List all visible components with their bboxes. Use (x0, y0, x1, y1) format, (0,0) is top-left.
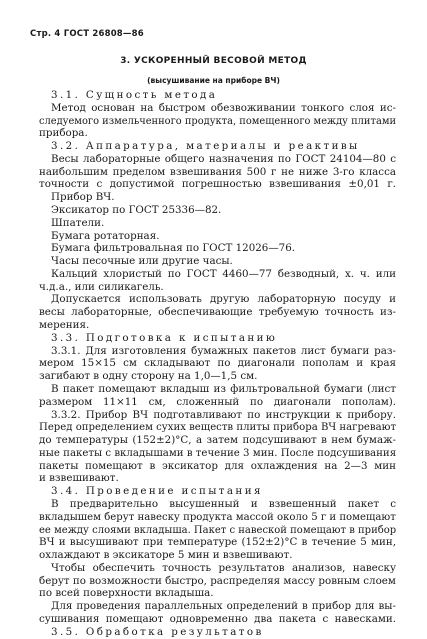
subsection-heading: 3.5. Обработка результатов (51, 625, 264, 638)
text-line: В пакет помещают вкладыш из фильтровальной бумаги (лист (51, 382, 396, 395)
text-line: 3.3.2. Прибор ВЧ подготавливают по инструкции к прибору. (51, 408, 397, 421)
text-line: Часы песочные или другие часы. (51, 255, 233, 268)
text-line: 3.3.1. Для изготовления бумажных пакетов лист бумаги раз- (51, 344, 397, 357)
text-line: Кальций хлористый по ГОСТ 4460—77 безводный, х. ч. или (51, 267, 397, 280)
text-line: наибольшим пределом взвешивания 500 г не ниже 3-го класса (39, 165, 396, 178)
text-line: Бумага ротаторная. (51, 229, 160, 242)
text-line: мерения. (39, 319, 90, 332)
text-line: Метод основан на быстром обезвоживании тонкого слоя ис- (51, 101, 396, 114)
text-line: охлаждают в эксикаторе 5 мин и взвешивают. (39, 549, 293, 562)
text-line: по всей поверхности вкладыша. (39, 587, 214, 600)
text-line: размером 11×11 см, сложенный по диагонали пополам). (39, 395, 397, 408)
text-line: следуемого измельченного продукта, помещенного между плитами (39, 114, 397, 127)
text-line: ч.д.а., или силикагель. (39, 280, 164, 293)
text-line: Прибор ВЧ. (51, 191, 115, 204)
text-line: Чтобы обеспечить точность результатов анализов, навеску (51, 561, 397, 574)
text-line: ее между слоями вкладыша. Пакет с навеской помещают в прибор (39, 523, 397, 536)
text-line: сушивания помещают одновременно два пакета с навесками. (39, 612, 396, 625)
text-line: Эксикатор по ГОСТ 25336—82. (51, 204, 222, 217)
text-line: прибора. (39, 127, 88, 140)
text-line: Весы лабораторные общего назначения по ГОСТ 24104—80 с (51, 152, 397, 165)
section-subtitle: (высушивание на приборе ВЧ) (147, 76, 280, 85)
subsection-heading: 3.2. Аппаратура, материалы и реактивы (51, 140, 360, 153)
text-line: загибают в одну сторону на 1,0—1,5 см. (39, 370, 258, 383)
text-line: Для проведения параллельных определений в прибор для вы- (51, 600, 396, 613)
subsection-heading: 3.4. Проведение испытания (51, 485, 263, 498)
page-header: Стр. 4 ГОСТ 26808—86 (30, 29, 144, 39)
text-line: пакеты помещают в эксикатор для охлаждения на 2—3 мин (39, 459, 397, 472)
text-line: до температуры (152±2)°С, а затем подсушивают в нем бумаж- (39, 434, 397, 447)
subsection-heading: 3.3. Подготовка к испытанию (51, 331, 278, 344)
text-line: Шпатели. (51, 216, 105, 229)
text-line: мером 15×15 см складывают по диагонали пополам и края (39, 357, 396, 370)
text-line: точности с допустимой погрешностью взвешивания ±0,01 г. (39, 178, 397, 191)
text-line: Перед определением сухих веществ плиты прибора ВЧ нагревают (39, 421, 397, 434)
text-line: весы лабораторные, обеспечивающие требуемую точность из- (39, 306, 396, 319)
text-line: ВЧ и высушивают при температуре (152±2)°С в течение 5 мин, (39, 536, 396, 549)
text-line: Бумага фильтровальная по ГОСТ 12026—76. (51, 242, 296, 255)
text-line: берут по возможности быстро, распределяя массу ровным слоем (39, 574, 396, 587)
text-line: Допускается использовать другую лабораторную посуду и (51, 293, 396, 306)
subsection-heading: 3.1. Сущность метода (51, 89, 218, 101)
section-title: 3. УСКОРЕННЫЙ ВЕСОВОЙ МЕТОД (120, 56, 307, 66)
text-line: ные пакеты с вкладышами в течение 3 мин. После подсушивания (39, 446, 397, 459)
text-line: В предварительно высушенный и взвешенный пакет с (51, 497, 397, 510)
text-line: вкладышем берут навеску продукта массой около 5 г и помещают (39, 510, 396, 523)
text-line: и взвешивают. (39, 472, 119, 485)
